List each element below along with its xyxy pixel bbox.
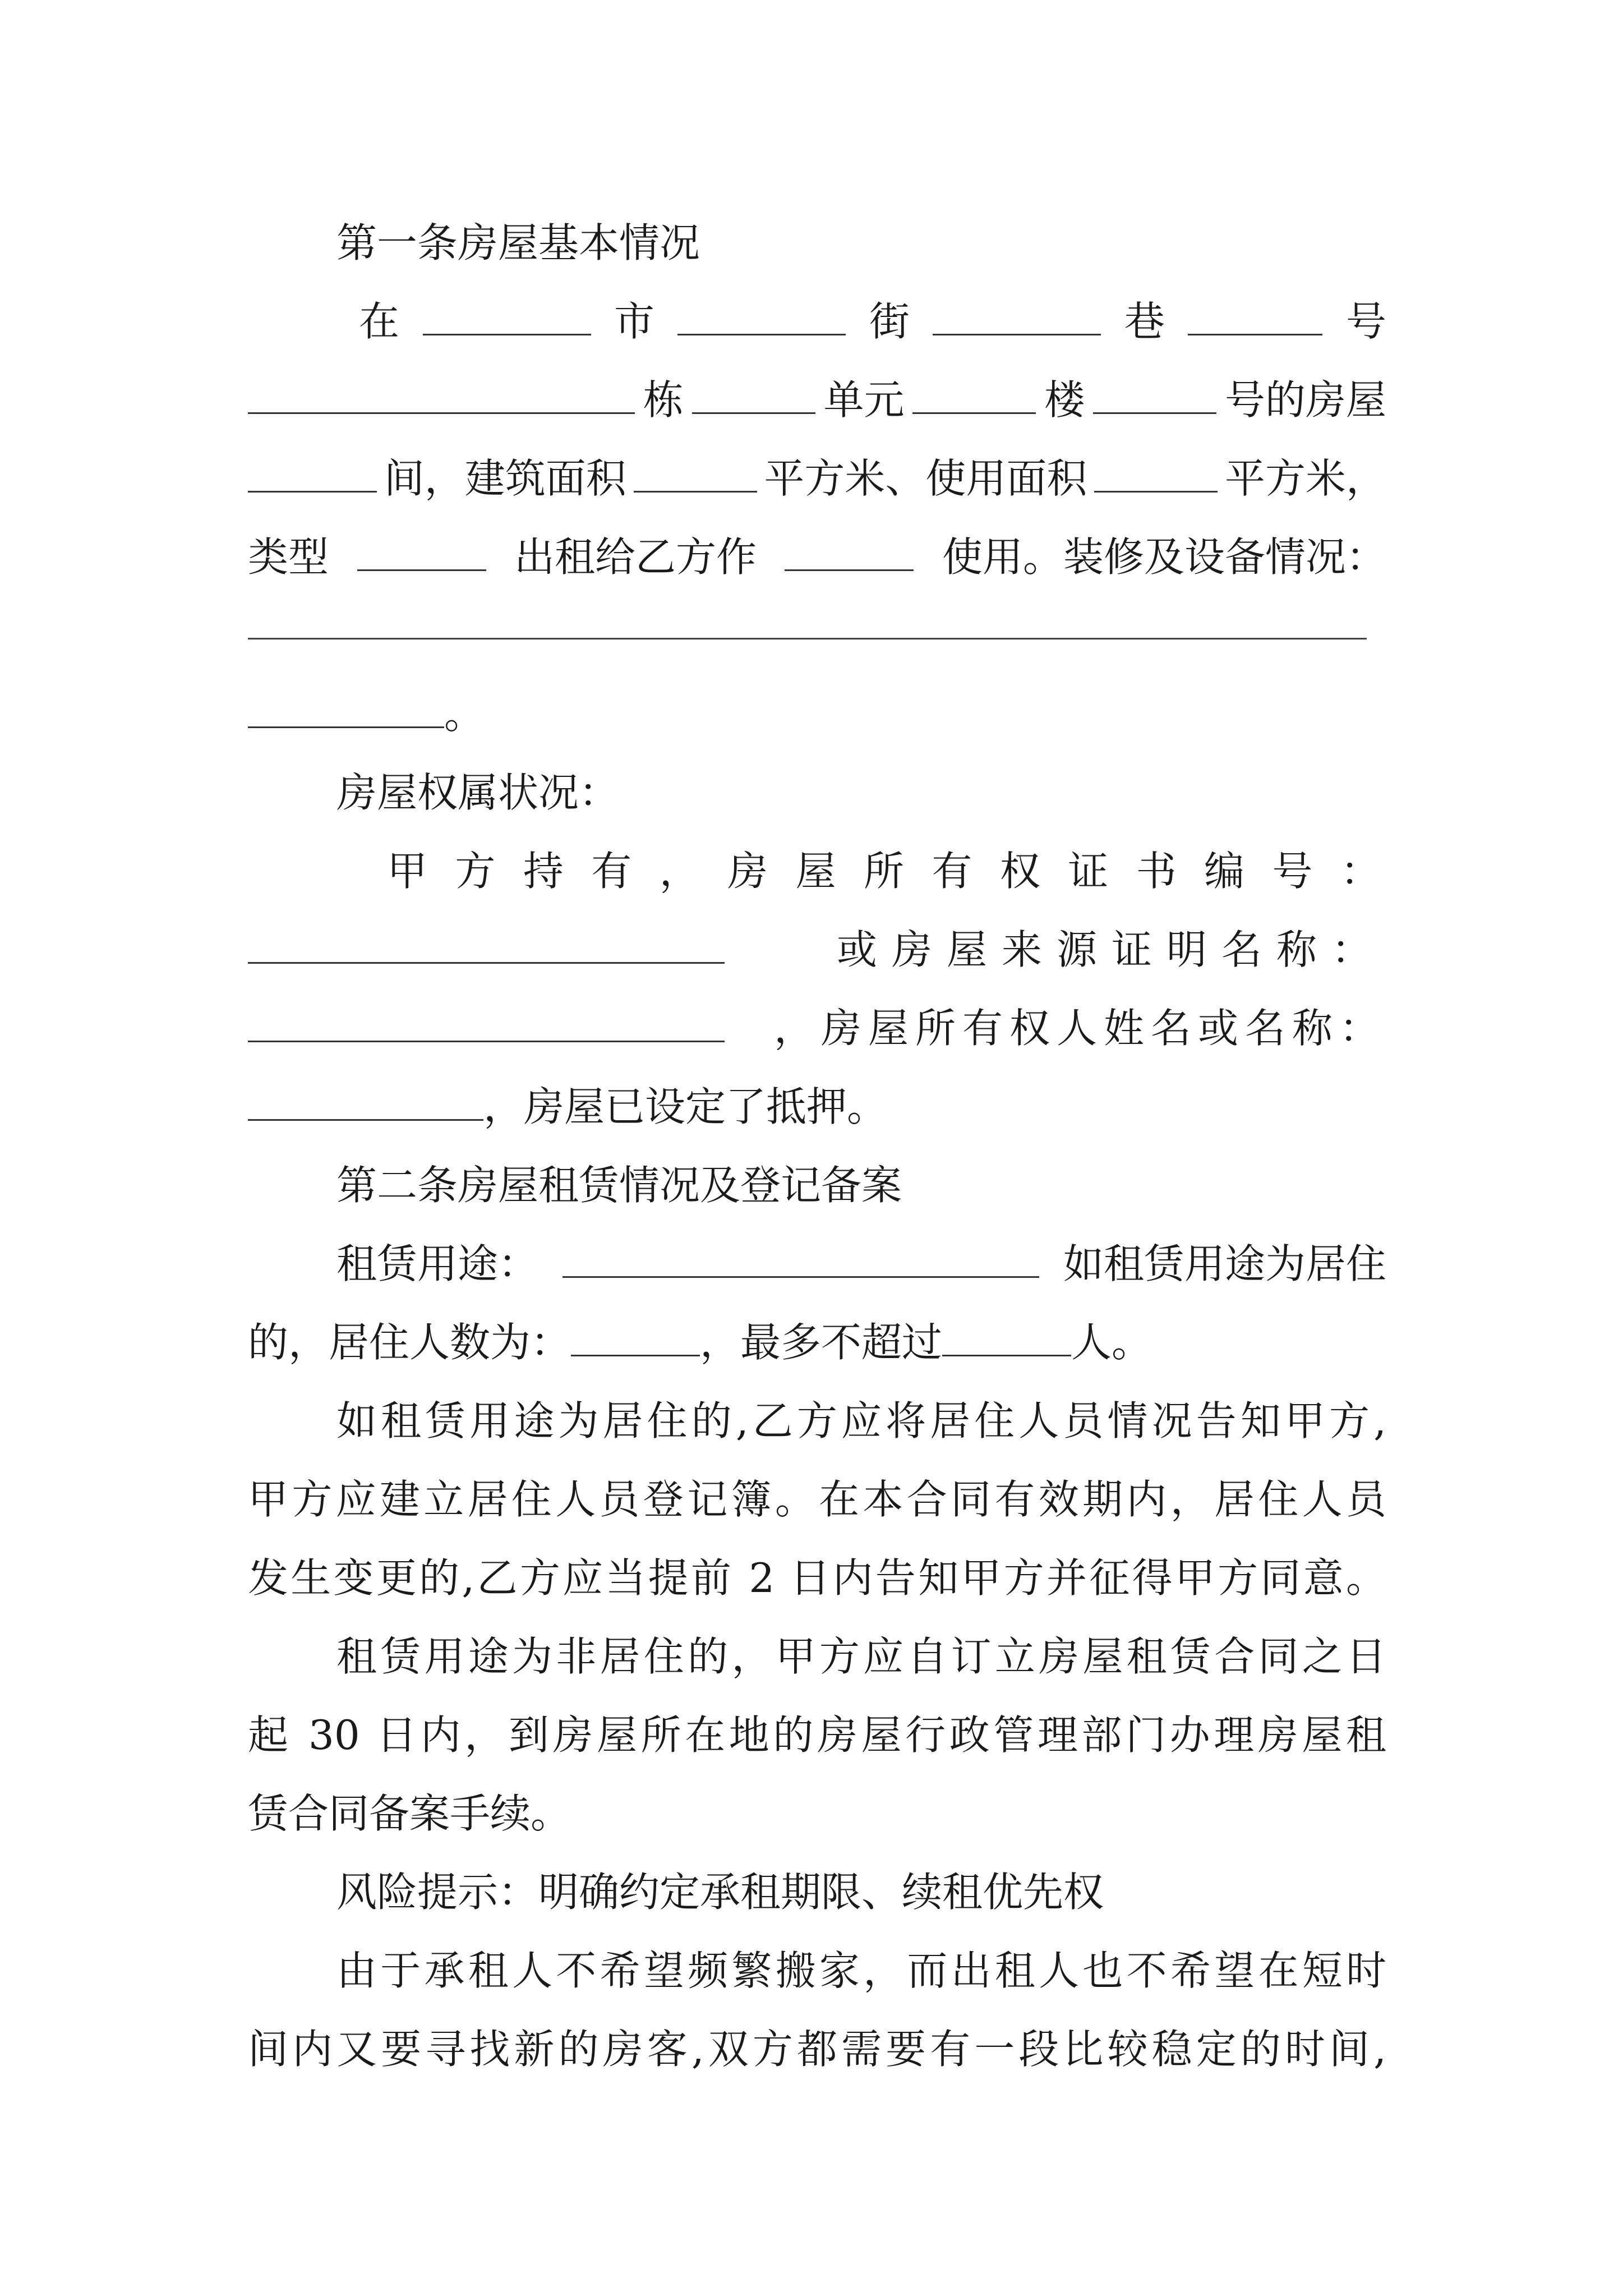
area-jian: 间，建筑面积 <box>384 455 626 502</box>
bldg-danyuan: 单元 <box>823 376 905 424</box>
usage-leixing: 类型 <box>248 533 329 581</box>
blank-usable-area <box>1094 454 1218 493</box>
addr-jie: 街 <box>869 298 910 345</box>
use-line <box>336 1237 1386 1291</box>
addr-shi: 市 <box>614 298 654 345</box>
blank-rooms <box>248 454 377 493</box>
blank-unit <box>912 375 1036 414</box>
ownership-line3 <box>248 1001 1386 1055</box>
blank-purpose <box>785 532 914 571</box>
decoration-blank-line <box>248 638 1367 639</box>
area-line <box>248 452 1386 505</box>
usage-line <box>248 530 1386 584</box>
period: 。 <box>444 691 485 738</box>
area-shiyong: 平方米、使用面积 <box>764 455 1087 502</box>
addr-hao: 号 <box>1345 298 1386 345</box>
blank-building-area <box>634 454 757 493</box>
bldg-lou: 楼 <box>1044 376 1085 424</box>
blank-max-residents <box>942 1318 1071 1356</box>
risk-heading: 风险提示：明确约定承租期限、续租优先权 <box>336 1869 1104 1916</box>
para1-line1: 如租赁用途为居住的,乙方应将居住人员情况告知甲方, <box>336 1397 1386 1444</box>
building-line <box>248 373 1386 427</box>
para2-line2: 起 30 日内，到房屋所在地的房屋行政管理部门办理房屋租 <box>248 1711 1386 1759</box>
blank-certificate-no <box>248 925 725 964</box>
blank-owner-name <box>248 1082 483 1121</box>
area-pfm: 平方米， <box>1224 455 1386 502</box>
ownership-line4 <box>248 1080 1386 1134</box>
decoration-end-line <box>248 687 1386 741</box>
ownership-owner-label: ，房屋所有权人姓名或名称： <box>773 1005 1386 1052</box>
address-line <box>359 295 1386 348</box>
para1-line3: 发生变更的,乙方应当提前 2 日内告知甲方并征得甲方同意。 <box>248 1554 1386 1602</box>
ownership-mortgage: ，房屋已设定了抵押。 <box>483 1083 888 1130</box>
usage-chuzu: 出租给乙方作 <box>514 533 757 581</box>
addr-xiang: 巷 <box>1124 298 1165 345</box>
resident-a: 的，居住人数为： <box>248 1319 571 1366</box>
ownership-line1: 甲方持有，房屋所有权证书编号： <box>387 848 1386 895</box>
risk-line1: 由于承租人不希望频繁搬家，而出租人也不希望在短时 <box>336 1947 1386 1994</box>
blank-type <box>357 532 486 571</box>
ownership-line2 <box>248 923 1386 977</box>
blank-number <box>1188 297 1322 335</box>
para2-line1: 租赁用途为非居住的，甲方应自订立房屋租赁合同之日 <box>336 1633 1386 1680</box>
section2-heading: 第二条房屋租赁情况及登记备案 <box>336 1162 902 1209</box>
ownership-heading: 房屋权属状况： <box>336 769 620 816</box>
blank-floor <box>1093 375 1216 414</box>
blank-building <box>692 375 815 414</box>
blank-district <box>248 375 635 414</box>
resident-line <box>248 1315 1386 1369</box>
risk-line2: 间内又要寻找新的房客,双方都需要有一段比较稳定的时间, <box>248 2026 1386 2073</box>
blank-city <box>423 297 591 335</box>
bldg-hao: 号的房屋 <box>1224 376 1386 424</box>
usage-shiyong: 使用。装修及设备情况： <box>942 533 1386 581</box>
para1-line2: 甲方应建立居住人员登记簿。在本合同有效期内，居住人员 <box>248 1476 1386 1523</box>
blank-lane <box>933 297 1101 335</box>
section1-heading: 第一条房屋基本情况 <box>336 219 700 266</box>
use-tail: 如租赁用途为居住 <box>1063 1240 1386 1287</box>
blank-source-name <box>248 1004 725 1042</box>
blank-resident-count <box>571 1318 700 1356</box>
use-label: 租赁用途： <box>336 1240 539 1287</box>
blank-street <box>677 297 846 335</box>
bldg-dong: 栋 <box>643 376 684 424</box>
ownership-source-label: 或房屋来源证明名称： <box>836 926 1386 973</box>
para2-line3: 赁合同备案手续。 <box>248 1790 571 1837</box>
blank-decoration-end <box>248 689 444 728</box>
resident-c: 人。 <box>1071 1319 1152 1366</box>
addr-zai: 在 <box>359 298 400 345</box>
resident-b: ，最多不超过 <box>700 1319 943 1366</box>
blank-use <box>562 1239 1039 1278</box>
